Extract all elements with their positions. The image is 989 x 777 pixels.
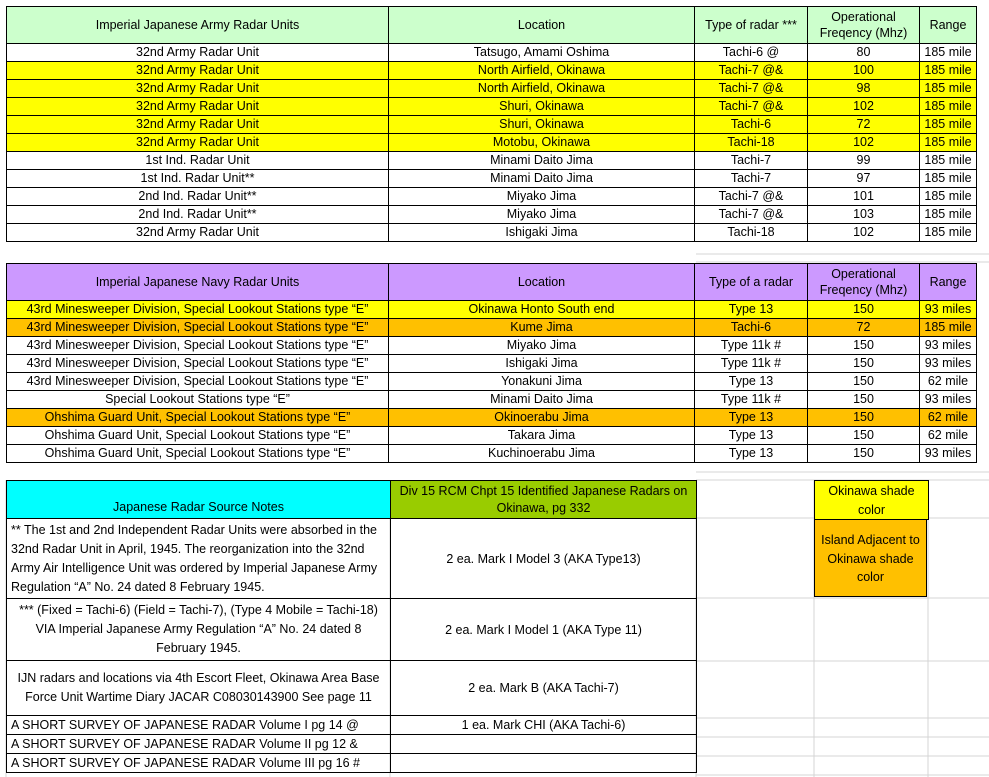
navy-unit-cell[interactable]: 43rd Minesweeper Division, Special Lookout Stations type “E” [7,301,389,319]
navy-header-row [7,264,977,301]
army-row [7,44,977,62]
army-freq-cell[interactable]: 103 [808,206,920,224]
army-range-cell[interactable]: 185 mile [920,224,977,242]
army-type-cell[interactable]: Tachi-7 @& [695,206,808,224]
army-row [7,62,977,80]
legend-adjacent-island-shade[interactable]: Island Adjacent to Okinawa shade color [814,519,927,597]
source-notes-table [6,480,697,773]
navy-row [7,337,977,355]
army-row [7,206,977,224]
army-range-header[interactable]: Range [920,7,977,44]
army-row [7,80,977,98]
navy-freq-cell[interactable]: 150 [808,355,920,373]
army-type-cell[interactable]: Tachi-7 [695,170,808,188]
army-location-cell[interactable]: Tatsugo, Amami Oshima [389,44,695,62]
rcm-mark-chi[interactable]: 1 ea. Mark CHI (AKA Tachi-6) [391,716,697,735]
navy-radar-table [6,263,977,463]
survey-volume-1[interactable]: A SHORT SURVEY OF JAPANESE RADAR Volume I pg 14 @ [7,716,391,735]
army-location-cell[interactable]: North Airfield, Okinawa [389,62,695,80]
notes-row-5 [7,735,697,754]
army-type-cell[interactable]: Tachi-18 [695,134,808,152]
navy-row [7,391,977,409]
army-range-cell[interactable]: 185 mile [920,116,977,134]
army-type-cell[interactable]: Tachi-7 @& [695,62,808,80]
army-unit-cell[interactable]: 32nd Army Radar Unit [7,116,389,134]
army-row [7,224,977,242]
army-unit-cell[interactable]: 1st Ind. Radar Unit** [7,170,389,188]
navy-unit-header[interactable]: Imperial Japanese Navy Radar Units [7,264,389,301]
navy-type-cell[interactable]: Type 13 [695,409,808,427]
note-ijn-sources[interactable]: IJN radars and locations via 4th Escort Fleet, Okinawa Area Base Force Unit Wartime Diary JACAR C08030143900 See page 11 [7,661,391,716]
navy-unit-cell[interactable]: Special Lookout Stations type “E” [7,391,389,409]
army-type-cell[interactable]: Tachi-6 [695,116,808,134]
army-row [7,170,977,188]
army-location-cell[interactable]: Miyako Jima [389,188,695,206]
army-freq-cell[interactable]: 72 [808,116,920,134]
army-range-cell[interactable]: 185 mile [920,206,977,224]
army-range-cell[interactable]: 185 mile [920,98,977,116]
navy-freq-cell[interactable]: 150 [808,427,920,445]
navy-unit-cell[interactable]: 43rd Minesweeper Division, Special Lookout Stations type “E” [7,319,389,337]
army-freq-cell[interactable]: 102 [808,224,920,242]
survey-volume-3[interactable]: A SHORT SURVEY OF JAPANESE RADAR Volume III pg 16 # [7,754,391,773]
notes-row-2 [7,599,697,661]
navy-type-cell[interactable]: Type 13 [695,301,808,319]
navy-type-cell[interactable]: Type 11k # [695,355,808,373]
notes-row-1 [7,519,697,599]
army-unit-cell[interactable]: 1st Ind. Radar Unit [7,152,389,170]
army-type-cell[interactable]: Tachi-7 [695,152,808,170]
army-header-row [7,7,977,44]
army-unit-cell[interactable]: 32nd Army Radar Unit [7,224,389,242]
army-unit-cell[interactable]: 2nd Ind. Radar Unit** [7,206,389,224]
navy-freq-cell[interactable]: 150 [808,445,920,463]
rcm-header-cell[interactable]: Div 15 RCM Chpt 15 Identified Japanese Radars on Okinawa, pg 332 [391,481,697,519]
rcm-mark-b[interactable]: 2 ea. Mark B (AKA Tachi-7) [391,661,697,716]
navy-freq-cell[interactable]: 150 [808,409,920,427]
navy-range-cell[interactable]: 62 mile [920,427,977,445]
army-location-cell[interactable]: Shuri, Okinawa [389,98,695,116]
army-unit-cell[interactable]: 32nd Army Radar Unit [7,134,389,152]
note-independent-units[interactable]: ** The 1st and 2nd Independent Radar Units were absorbed in the 32nd Radar Unit in April, 1945. The reorganization into the 32nd Army Air Intelligence Unit was ordered by Imperial Japanese Army Regulation “A” No. 24 dated 8 February 1945. [7,519,391,599]
navy-row [7,427,977,445]
navy-freq-cell[interactable]: 150 [808,301,920,319]
army-location-cell[interactable]: Shuri, Okinawa [389,116,695,134]
army-freq-cell[interactable]: 80 [808,44,920,62]
army-freq-cell[interactable]: 101 [808,188,920,206]
army-range-cell[interactable]: 185 mile [920,80,977,98]
navy-row [7,373,977,391]
navy-range-cell[interactable]: 62 mile [920,409,977,427]
army-row [7,152,977,170]
army-location-header[interactable]: Location [389,7,695,44]
army-location-cell[interactable]: Ishigaki Jima [389,224,695,242]
empty-cell[interactable] [391,735,697,754]
note-radar-type-mapping[interactable]: *** (Fixed = Tachi-6) (Field = Tachi-7), (Type 4 Mobile = Tachi-18) VIA Imperial Japanese Army Regulation “A” No. 24 dated 8 February 1945. [7,599,391,661]
navy-type-cell[interactable]: Type 11k # [695,391,808,409]
army-range-cell[interactable]: 185 mile [920,188,977,206]
army-unit-header[interactable]: Imperial Japanese Army Radar Units [7,7,389,44]
army-type-cell[interactable]: Tachi-6 @ [695,44,808,62]
navy-row [7,355,977,373]
navy-row [7,301,977,319]
notes-row-6 [7,754,697,773]
navy-row [7,445,977,463]
navy-unit-cell[interactable]: Ohshima Guard Unit, Special Lookout Stations type “E” [7,427,389,445]
army-type-cell[interactable]: Tachi-7 @& [695,98,808,116]
navy-unit-cell[interactable]: 43rd Minesweeper Division, Special Lookout Stations type “E” [7,373,389,391]
navy-location-cell[interactable]: Takara Jima [389,427,695,445]
navy-freq-cell[interactable]: 150 [808,373,920,391]
notes-row-4 [7,716,697,735]
army-freq-header[interactable]: Operational Freqency (Mhz) [808,7,920,44]
notes-header-row [7,481,697,519]
navy-row [7,409,977,427]
navy-location-cell[interactable]: Minami Daito Jima [389,391,695,409]
navy-unit-cell[interactable]: Ohshima Guard Unit, Special Lookout Stations type “E” [7,445,389,463]
army-range-cell[interactable]: 185 mile [920,170,977,188]
navy-type-cell[interactable]: Type 13 [695,445,808,463]
army-location-cell[interactable]: Motobu, Okinawa [389,134,695,152]
army-unit-cell[interactable]: 2nd Ind. Radar Unit** [7,188,389,206]
navy-unit-cell[interactable]: Ohshima Guard Unit, Special Lookout Stations type “E” [7,409,389,427]
army-freq-cell[interactable]: 102 [808,134,920,152]
army-type-cell[interactable]: Tachi-7 @& [695,188,808,206]
army-location-cell[interactable]: Minami Daito Jima [389,170,695,188]
navy-range-cell[interactable]: 62 mile [920,373,977,391]
navy-range-cell[interactable]: 93 miles [920,445,977,463]
army-freq-cell[interactable]: 97 [808,170,920,188]
navy-freq-cell[interactable]: 72 [808,319,920,337]
army-row [7,188,977,206]
army-freq-cell[interactable]: 99 [808,152,920,170]
army-range-cell[interactable]: 185 mile [920,152,977,170]
navy-range-cell[interactable]: 185 mile [920,319,977,337]
notes-row-3 [7,661,697,716]
army-row [7,134,977,152]
army-freq-cell[interactable]: 102 [808,98,920,116]
rcm-mark-i-model-3[interactable]: 2 ea. Mark I Model 3 (AKA Type13) [391,519,697,599]
navy-range-cell[interactable]: 93 miles [920,301,977,319]
navy-type-cell[interactable]: Type 13 [695,427,808,445]
army-range-cell[interactable]: 185 mile [920,44,977,62]
army-radar-table [6,6,977,242]
army-location-cell[interactable]: Miyako Jima [389,206,695,224]
empty-cell[interactable] [391,754,697,773]
navy-range-cell[interactable]: 93 miles [920,337,977,355]
rcm-mark-i-model-1[interactable]: 2 ea. Mark I Model 1 (AKA Type 11) [391,599,697,661]
army-type-cell[interactable]: Tachi-7 @& [695,80,808,98]
navy-range-header[interactable]: Range [920,264,977,301]
notes-title-cell[interactable]: Japanese Radar Source Notes [7,481,391,519]
navy-type-cell[interactable]: Type 11k # [695,337,808,355]
army-type-header[interactable]: Type of radar *** [695,7,808,44]
navy-type-cell[interactable]: Tachi-6 [695,319,808,337]
survey-volume-2[interactable]: A SHORT SURVEY OF JAPANESE RADAR Volume II pg 12 & [7,735,391,754]
navy-location-header[interactable]: Location [389,264,695,301]
navy-location-cell[interactable]: Okinoerabu Jima [389,409,695,427]
army-row [7,98,977,116]
navy-type-cell[interactable]: Type 13 [695,373,808,391]
navy-location-cell[interactable]: Yonakuni Jima [389,373,695,391]
army-unit-cell[interactable]: 32nd Army Radar Unit [7,62,389,80]
navy-location-cell[interactable]: Ishigaki Jima [389,355,695,373]
navy-row [7,319,977,337]
army-location-cell[interactable]: Minami Daito Jima [389,152,695,170]
navy-freq-cell[interactable]: 150 [808,337,920,355]
legend-okinawa-shade[interactable]: Okinawa shade color [814,480,929,520]
army-unit-cell[interactable]: 32nd Army Radar Unit [7,80,389,98]
navy-location-cell[interactable]: Okinawa Honto South end [389,301,695,319]
army-range-cell[interactable]: 185 mile [920,134,977,152]
navy-range-cell[interactable]: 93 miles [920,355,977,373]
army-row [7,116,977,134]
navy-range-cell[interactable]: 93 miles [920,391,977,409]
navy-freq-cell[interactable]: 150 [808,391,920,409]
navy-type-header[interactable]: Type of a radar [695,264,808,301]
navy-location-cell[interactable]: Kuchinoerabu Jima [389,445,695,463]
army-unit-cell[interactable]: 32nd Army Radar Unit [7,98,389,116]
navy-unit-cell[interactable]: 43rd Minesweeper Division, Special Lookout Stations type “E” [7,355,389,373]
army-type-cell[interactable]: Tachi-18 [695,224,808,242]
army-location-cell[interactable]: North Airfield, Okinawa [389,80,695,98]
army-unit-cell[interactable]: 32nd Army Radar Unit [7,44,389,62]
navy-freq-header[interactable]: Operational Freqency (Mhz) [808,264,920,301]
army-freq-cell[interactable]: 98 [808,80,920,98]
army-range-cell[interactable]: 185 mile [920,62,977,80]
navy-location-cell[interactable]: Miyako Jima [389,337,695,355]
army-freq-cell[interactable]: 100 [808,62,920,80]
navy-unit-cell[interactable]: 43rd Minesweeper Division, Special Lookout Stations type “E” [7,337,389,355]
navy-location-cell[interactable]: Kume Jima [389,319,695,337]
